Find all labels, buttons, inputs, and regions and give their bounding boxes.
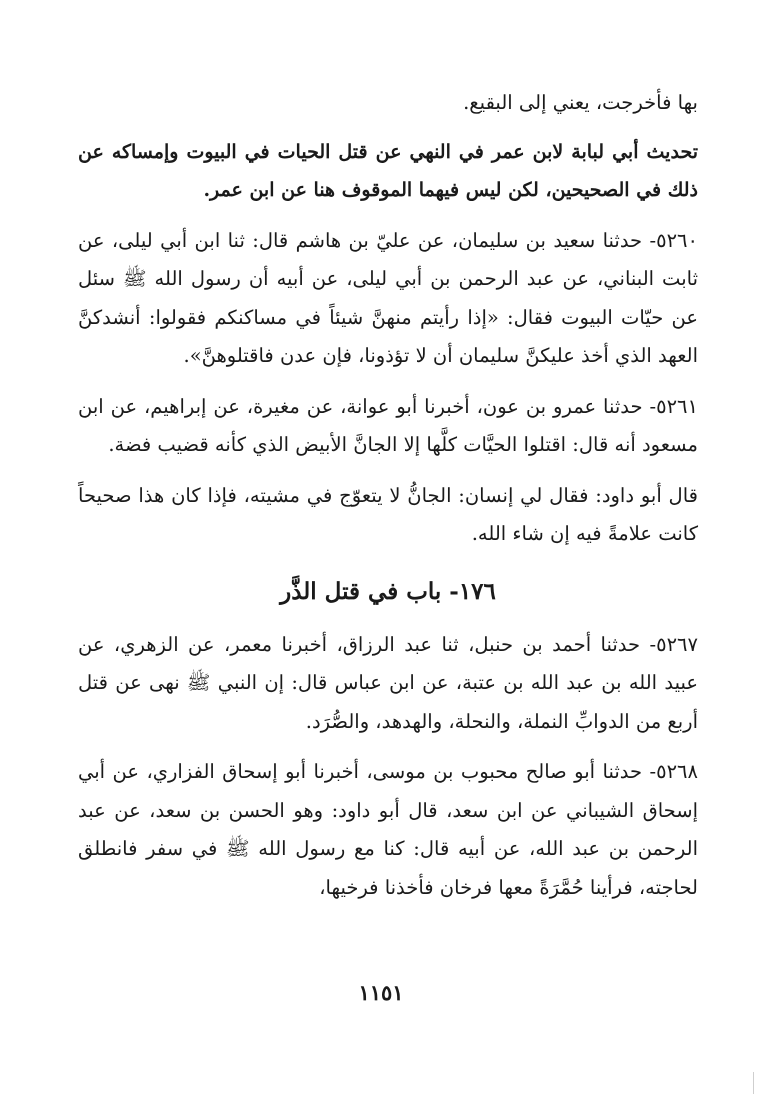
chapter-title: ١٧٦- باب في قتل الذَّر <box>280 577 496 605</box>
paragraph-opening: بها فأخرجت، يعني إلى البقيع. <box>463 91 698 114</box>
page-body <box>78 84 698 919</box>
hadith-5267: ٥٢٦٧- حدثنا أحمد بن حنبل، ثنا عبد الرزاق، أخبرنا معمر، عن الزهري، عن عبيد الله بن عبد الله بن عتبة، عن ابن عباس قال: إن النبي ﷺ نهى عن قتل أربع من الدوابِّ النملة، والنحلة، والهدهد، والصُّرَد. <box>78 632 698 733</box>
hadith-5261: ٥٢٦١- حدثنا عمرو بن عون، أخبرنا أبو عوانة، عن مغيرة، عن إبراهيم، عن ابن مسعود أنه قال: اقتلوا الحيَّات كلَّها إلا الجانَّ الأبيض الذي كأنه قضيب فضة. <box>78 394 698 456</box>
hadith-5268: ٥٢٦٨- حدثنا أبو صالح محبوب بن موسى، أخبرنا أبو إسحاق الفزاري، عن أبي إسحاق الشيباني عن ابن سعد، قال أبو داود: وهو الحسن بن سعد، عن عبد الرحمن بن عبد الله، عن أبيه قال: كنا مع رسول الله ﷺ في سفر فانطلق لحاجته، فرأينا حُمَّرَةً معها فرخان فأخذنا فرخيها، <box>78 760 698 899</box>
abu-dawud-remark: قال أبو داود: فقال لي إنسان: الجانُّ لا يتعوّج في مشيته، فإذا كان هذا صحيحاً كانت علامةً فيه إن شاء الله. <box>78 483 698 545</box>
page-number: ١١٥١ <box>358 980 404 1005</box>
hadith-5260: ٥٢٦٠- حدثنا سعيد بن سليمان، عن عليّ بن هاشم قال: ثنا ابن أبي ليلى، عن ثابت البناني، عن عبد الرحمن بن أبي ليلى، عن أبيه أن رسول الله ﷺ سئل عن حيّات البيوت فقال: «إذا رأيتم منهنَّ شيئاً في مساكنكم فقولوا: أنشدكنَّ العهد الذي أخذ عليكنَّ سليمان أن لا تؤذونا، فإن عدن فاقتلوهنَّ». <box>78 228 698 367</box>
page-edge-mark <box>753 1072 754 1094</box>
paragraph-commentary: تحديث أبي لبابة لابن عمر في النهي عن قتل الحيات في البيوت وإمساكه عن ذلك في الصحيحين، لكن ليس فيهما الموقوف هنا عن ابن عمر. <box>78 140 698 201</box>
